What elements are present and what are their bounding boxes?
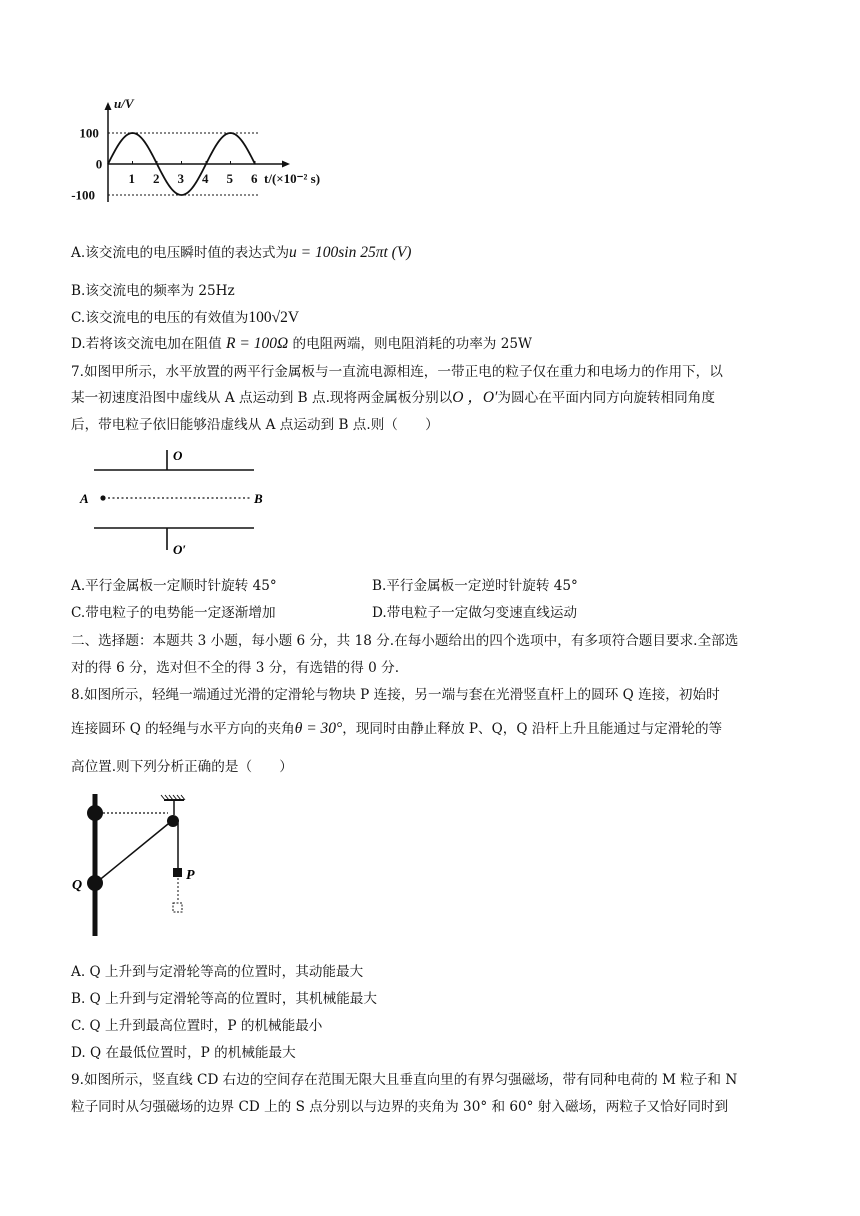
data-point-0 xyxy=(107,163,108,164)
q8-stem-line1: 8.如图所示，轻绳一端通过光滑的定滑轮与物块 P 连接，另一端与套在光滑竖直杆上的圆环 Q 连接，初始时 xyxy=(71,687,720,703)
q6-option-c: C.该交流电的电压的有效值为100√2V xyxy=(71,309,300,326)
q7-stem-line1: 7.如图甲所示，水平放置的两平行金属板与一直流电源相连，一带正电的粒子仅在重力和电场力的作用下，以 xyxy=(71,364,723,380)
y-axis-title: u/V xyxy=(114,98,134,111)
q6-option-a-formula: u = 100sin 25πt (V) xyxy=(289,244,412,261)
q6-option-d: D.若将该交流电加在阻值 R = 100Ω 的电阻两端，则电阻消耗的功率为 25W xyxy=(71,335,532,352)
q7-option-c: C.带电粒子的电势能一定逐渐增加 xyxy=(71,605,276,621)
section2-instructions-line2: 对的得 6 分，选对但不全的得 3 分，有选错的得 0 分. xyxy=(71,660,400,676)
point-a-dot xyxy=(100,495,105,500)
label-a: A xyxy=(80,491,89,506)
q6-option-c-value: 100√2V xyxy=(248,309,300,326)
label-q: Q xyxy=(72,878,83,893)
label-b: B xyxy=(254,491,263,506)
pulley-ring-figure xyxy=(72,790,222,940)
data-point-1 xyxy=(132,132,133,133)
data-point-5 xyxy=(230,132,231,133)
q9-stem-line1: 9.如图所示，竖直线 CD 右边的空间存在范围无限大且垂直向里的有界匀强磁场，带有同种电荷的 M 粒子和 N xyxy=(71,1072,738,1088)
x-tick-label-1: 1 xyxy=(128,171,135,186)
block-p xyxy=(173,868,182,877)
block-p-ghost xyxy=(173,903,182,912)
label-o-prime: O′ xyxy=(173,542,187,557)
x-tick-label-5: 5 xyxy=(226,171,233,186)
q7-stem-line3: 后，带电粒子依旧能够沿虚线从 A 点运动到 B 点.则（ ） xyxy=(71,417,439,433)
pulley-icon xyxy=(167,815,179,827)
voltage-time-graph xyxy=(66,98,346,210)
x-tick-label-2: 2 xyxy=(153,171,160,186)
y-tick-label-0: 100 xyxy=(79,125,99,141)
x-tick-label-3: 3 xyxy=(177,171,184,186)
q6-option-d-resistance: R = 100Ω xyxy=(226,335,289,352)
q7-option-b: B.平行金属板一定逆时针旋转 45° xyxy=(372,578,578,594)
data-point-3 xyxy=(181,194,182,195)
y-tick-label-2: -100 xyxy=(71,187,96,203)
q8-option-b: B. Q 上升到与定滑轮等高的位置时，其机械能最大 xyxy=(71,991,377,1007)
q7-option-d: D.带电粒子一定做匀变速直线运动 xyxy=(372,605,578,621)
q7-option-a: A.平行金属板一定顺时针旋转 45° xyxy=(71,578,277,594)
x-tick-label-4: 4 xyxy=(202,171,209,186)
x-axis-title: t/(×10⁻² s) xyxy=(264,171,321,186)
q8-option-d: D. Q 在最低位置时，P 的机械能最大 xyxy=(71,1045,296,1061)
q9-stem-line2: 粒子同时从匀强磁场的边界 CD 上的 S 点分别以与边界的夹角为 30° 和 60° 射入磁场，两粒子又恰好同时到 xyxy=(71,1099,729,1115)
q8-option-a: A. Q 上升到与定滑轮等高的位置时，其动能最大 xyxy=(71,964,364,980)
label-o: O xyxy=(173,448,183,463)
y-axis-arrow xyxy=(105,102,112,110)
parallel-plates-figure xyxy=(70,440,270,560)
q6-option-b: B.该交流电的频率为 25Hz xyxy=(71,283,235,299)
x-axis-arrow xyxy=(282,161,290,168)
q8-stem-line2: 连接圆环 Q 的轻绳与水平方向的夹角θ = 30°，现同时由静止释放 P、Q，Q 沿杆上升且能通过与定滑轮的等 xyxy=(71,720,723,737)
q7-stem-line2: 某一初速度沿图中虚线从 A 点运动到 B 点.现将两金属板分别以O ，O′为圆心在平面内同方向旋转相同角度 xyxy=(71,389,715,406)
q8-option-c: C. Q 上升到最高位置时，P 的机械能最小 xyxy=(71,1018,323,1034)
ring-top-position xyxy=(87,805,103,821)
label-p: P xyxy=(186,868,195,883)
q8-stem-line3: 高位置.则下列分析正确的是（ ） xyxy=(71,759,293,775)
q6-option-a: A.该交流电的电压瞬时值的表达式为u = 100sin 25πt (V) xyxy=(71,244,412,261)
ring-q xyxy=(87,875,103,891)
x-tick-label-6: 6 xyxy=(251,171,258,186)
y-tick-label-1: 0 xyxy=(95,156,103,172)
rope-to-ring xyxy=(97,824,168,882)
section2-instructions-line1: 二、选择题：本题共 3 小题，每小题 6 分，共 18 分.在每小题给出的四个选项中，有多项符合题目要求.全部选 xyxy=(71,633,739,649)
